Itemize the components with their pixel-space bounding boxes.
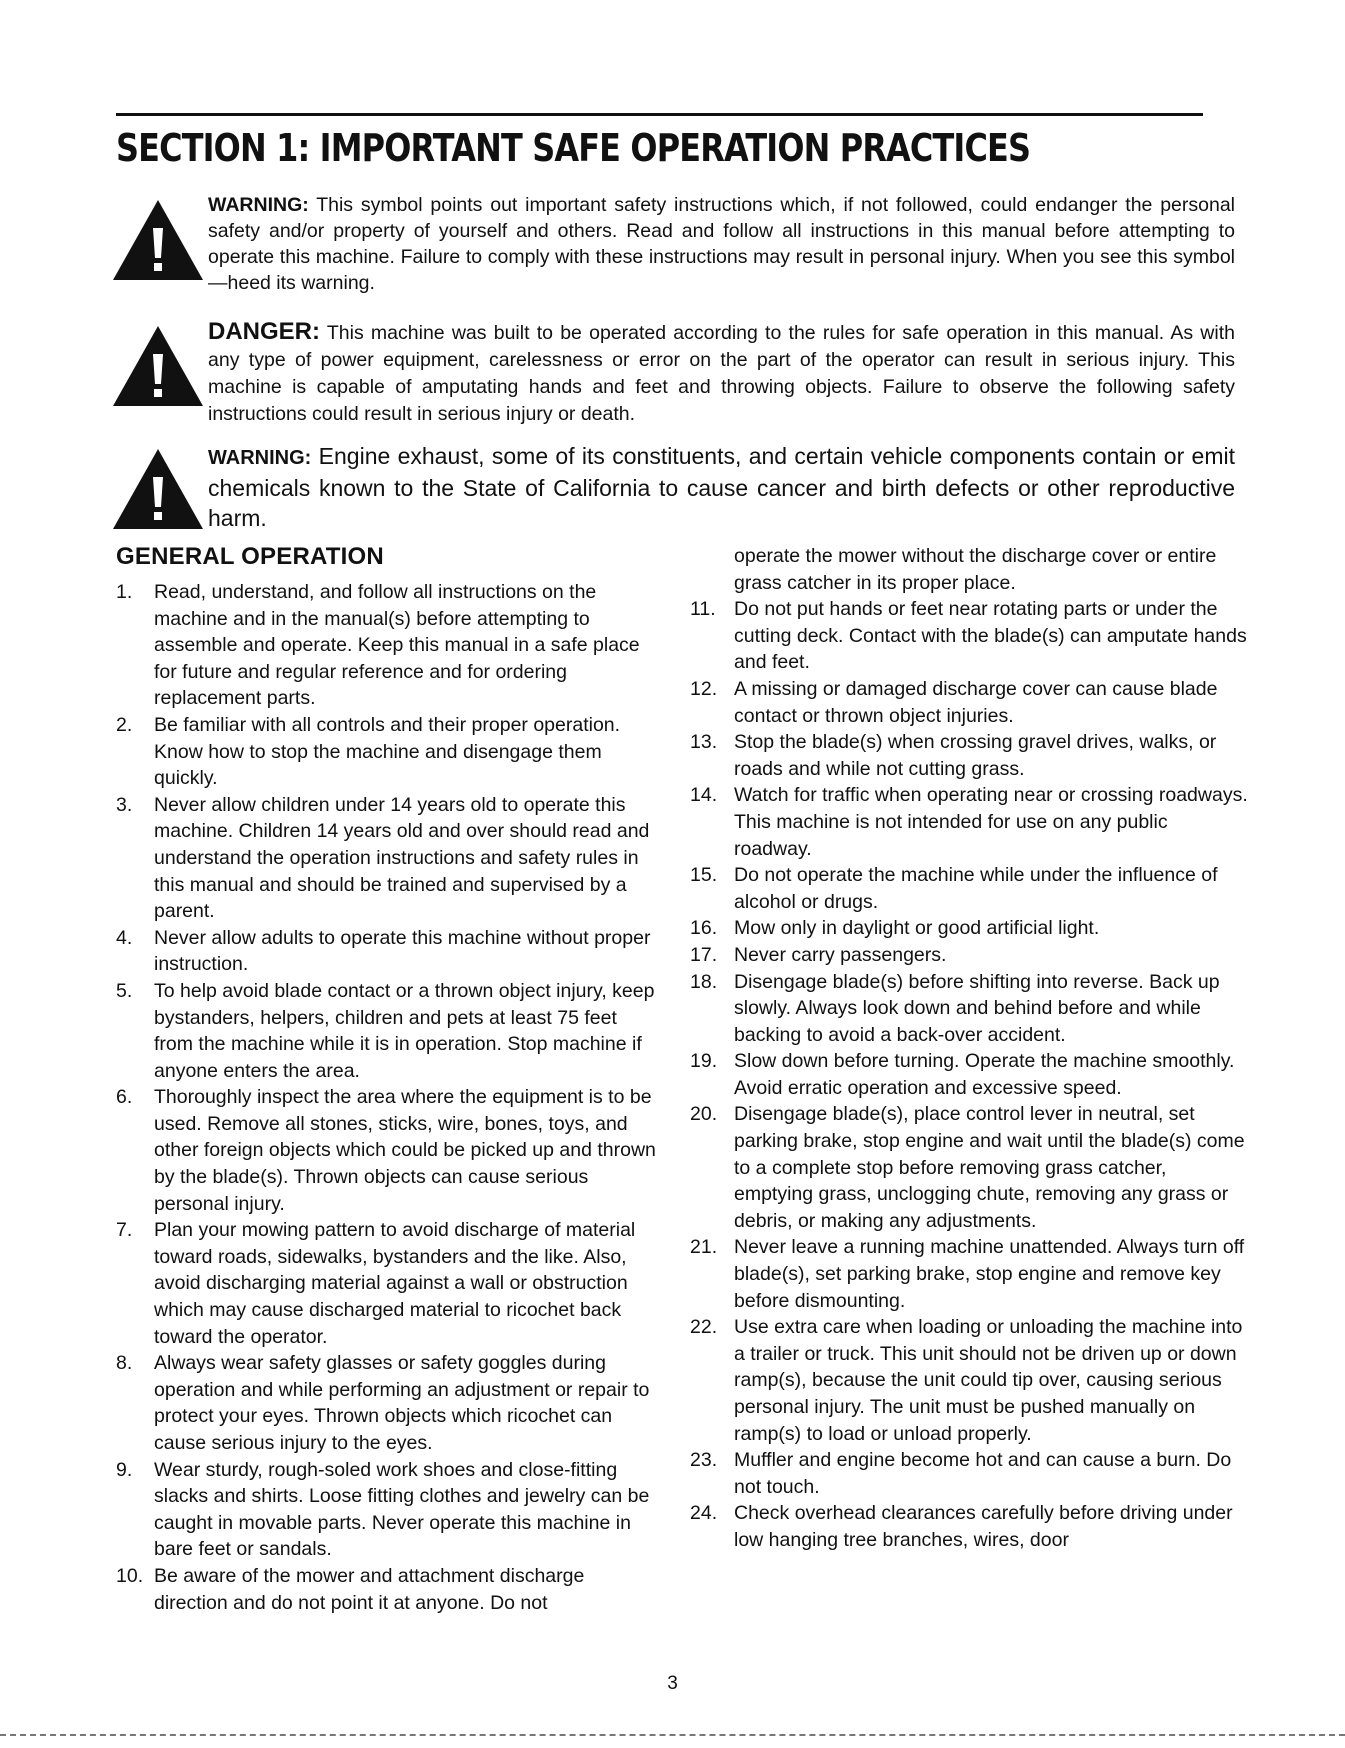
list-item <box>690 1447 1250 1500</box>
notice-text <box>208 318 1235 428</box>
page-number: 3 <box>667 1673 678 1694</box>
list-item <box>116 925 656 978</box>
item-text: Mow only in daylight or good artificial light. <box>734 917 1100 940</box>
notice-body: This symbol points out important safety instructions which, if not followed, could endanger the personal safety and/or property of yourself and others. Read and follow all instructions in this manual before attempting to operate this machine. Failure to comply with these instructions may result in personal injury. When you see this symbol—heed its warning. <box>208 194 1235 294</box>
list-item <box>690 782 1250 862</box>
item-text: Check overhead clearances carefully before driving under low hanging tree branches, wires, door <box>734 1502 1233 1551</box>
item-number: 13. <box>690 731 718 754</box>
item-text: Stop the blade(s) when crossing gravel drives, walks, or roads and while not cutting grass. <box>734 731 1217 780</box>
item-number: 23. <box>690 1449 718 1472</box>
item-text: Read, understand, and follow all instructions on the machine and in the manual(s) before attempting to assemble and operate. Keep this manual in a safe place for future and regular reference and for ordering replacement parts. <box>154 581 640 710</box>
list-item <box>690 969 1250 1049</box>
item-number: 17. <box>690 943 718 966</box>
item-number: 20. <box>690 1103 718 1126</box>
item-number: 22. <box>690 1316 718 1339</box>
item-number: 9. <box>116 1458 133 1481</box>
item-text: Thoroughly inspect the area where the equipment is to be used. Remove all stones, sticks, wire, bones, toys, and other foreign objects which could be picked up and thrown by the blade(s). Thrown objects can cause serious personal injury. <box>154 1086 656 1215</box>
item-text: Use extra care when loading or unloading the machine into a trailer or truck. This unit should not be driven up or down ramp(s), because the unit could tip over, causing serious personal injury. The unit must be pushed manually on ramp(s) to load or unload properly. <box>734 1316 1243 1445</box>
list-item <box>690 729 1250 782</box>
item-number: 24. <box>690 1502 718 1525</box>
warning-triangle-icon <box>110 447 206 531</box>
item-text: Watch for traffic when operating near or crossing roadways. This machine is not intended for use on any public roadway. <box>734 784 1248 860</box>
section-title: SECTION 1: IMPORTANT SAFE OPERATION PRACTICES <box>116 126 1031 170</box>
item-number: 15. <box>690 864 718 887</box>
notice-text <box>208 441 1235 533</box>
item-text: Never allow adults to operate this machine without proper instruction. <box>154 926 651 976</box>
item-number: 5. <box>116 979 133 1002</box>
item-text: Never allow children under 14 years old to operate this machine. Children 14 years old and over should read and understand the operation instructions and safety rules in this manual and should be trained and supervised by a parent. <box>154 793 650 923</box>
item-text: Wear sturdy, rough-soled work shoes and close-fitting slacks and shirts. Loose fitting clothes and jewelry can be caught in movable parts. Never operate this machine in bare feet or sandals. <box>154 1458 650 1561</box>
notice-label: WARNING: <box>208 194 309 216</box>
list-item <box>690 1314 1250 1447</box>
item-text: To help avoid blade contact or a thrown object injury, keep bystanders, helpers, children and pets at least 75 feet from the machine while it is in operation. Stop machine if anyone enters the area. <box>154 979 655 1082</box>
list-item <box>116 1563 656 1616</box>
item-text: Slow down before turning. Operate the machine smoothly. Avoid erratic operation and excessive speed. <box>734 1050 1235 1099</box>
list-item <box>116 792 656 925</box>
list-item <box>690 1234 1250 1314</box>
item-text: Be aware of the mower and attachment discharge direction and do not point it at anyone. Do not <box>154 1564 585 1614</box>
list-item <box>690 942 1250 969</box>
right-column <box>690 543 1250 1554</box>
safety-list-left <box>116 579 656 1616</box>
item-number: 14. <box>690 784 718 807</box>
item-text: Disengage blade(s) before shifting into reverse. Back up slowly. Always look down and behind before and while backing to avoid a back-over accident. <box>734 970 1220 1046</box>
list-item <box>116 1217 656 1350</box>
item-number: 7. <box>116 1219 133 1242</box>
item-text: A missing or damaged discharge cover can cause blade contact or thrown object injuries. <box>734 677 1218 727</box>
list-item <box>116 712 656 792</box>
item-number: 18. <box>690 970 718 993</box>
item-text: Never carry passengers. <box>734 943 947 966</box>
item-number: 11. <box>690 598 716 621</box>
notice-label: WARNING: <box>208 447 312 469</box>
item-number: 12. <box>690 677 718 700</box>
list-item <box>690 862 1250 915</box>
item-number: 1. <box>116 581 133 603</box>
item-text: Be familiar with all controls and their proper operation. Know how to stop the machine and disengage them quickly. <box>154 713 621 790</box>
list-item <box>690 1048 1250 1101</box>
warning-notice-symbol <box>110 192 1235 296</box>
list-item <box>690 915 1250 942</box>
list-item <box>116 1350 656 1456</box>
list-item <box>116 1457 656 1563</box>
item-number: 3. <box>116 793 133 816</box>
notice-label: DANGER: <box>208 318 320 345</box>
item-number: 4. <box>116 926 133 949</box>
item-number: 21. <box>690 1236 718 1259</box>
item-number: 19. <box>690 1050 718 1073</box>
item-10-continuation: operate the mower without the discharge cover or entire grass catcher in its proper place. <box>734 545 1217 594</box>
item-text: Disengage blade(s), place control lever in neutral, set parking brake, stop engine and wait until the blade(s) come to a complete stop before removing grass catcher, emptying grass, unclogging chute, removing any grass or debris, or making any adjustments. <box>734 1103 1245 1232</box>
danger-notice <box>110 318 1235 428</box>
notice-body: Engine exhaust, some of its constituents, and certain vehicle components contain or emit chemicals known to the State of California to cause cancer and birth defects or other reproductive harm. <box>208 443 1235 531</box>
item-number: 10. <box>116 1564 144 1587</box>
left-column <box>116 579 656 1616</box>
warning-triangle-icon <box>110 198 206 282</box>
list-item <box>116 978 656 1084</box>
list-item <box>690 676 1250 729</box>
list-item <box>690 1500 1250 1553</box>
item-number: 6. <box>116 1086 133 1109</box>
list-item <box>690 1101 1250 1234</box>
list-item <box>116 1084 656 1217</box>
warning-triangle-icon <box>110 324 206 408</box>
item-text: Always wear safety glasses or safety goggles during operation and while performing an adjustment or repair to protect your eyes. Thrown objects which ricochet can cause serious injury to the eyes. <box>154 1352 650 1454</box>
item-text: Plan your mowing pattern to avoid discharge of material toward roads, sidewalks, bystanders and the like. Also, avoid discharging material against a wall or obstruction which may cause discharged material to ricochet back toward the operator. <box>154 1219 636 1348</box>
list-item <box>116 579 656 712</box>
item-number: 8. <box>116 1352 133 1375</box>
notice-body: This machine was built to be operated according to the rules for safe operation in this manual. As with any type of power equipment, carelessness or error on the part of the operator can result in serious injury. This machine is capable of amputating hands and feet and throwing objects. Failure to observe the following safety instructions could result in serious injury or death. <box>208 322 1235 425</box>
item-text: Do not operate the machine while under the influence of alcohol or drugs. <box>734 864 1218 913</box>
item-text: Do not put hands or feet near rotating parts or under the cutting deck. Contact with the blade(s) can amputate hands and feet. <box>734 598 1247 674</box>
list-item <box>690 596 1250 676</box>
general-operation-heading: GENERAL OPERATION <box>116 543 384 570</box>
item-number: 16. <box>690 917 718 940</box>
safety-list-right <box>690 596 1250 1553</box>
item-number: 2. <box>116 713 133 736</box>
bottom-rule <box>0 1734 1345 1736</box>
top-rule <box>116 113 1203 116</box>
item-text: Muffler and engine become hot and can cause a burn. Do not touch. <box>734 1449 1232 1498</box>
item-text: Never leave a running machine unattended. Always turn off blade(s), set parking brake, stop engine and remove key before dismounting. <box>734 1236 1245 1312</box>
warning-notice-california <box>110 441 1235 533</box>
notice-text <box>208 192 1235 296</box>
